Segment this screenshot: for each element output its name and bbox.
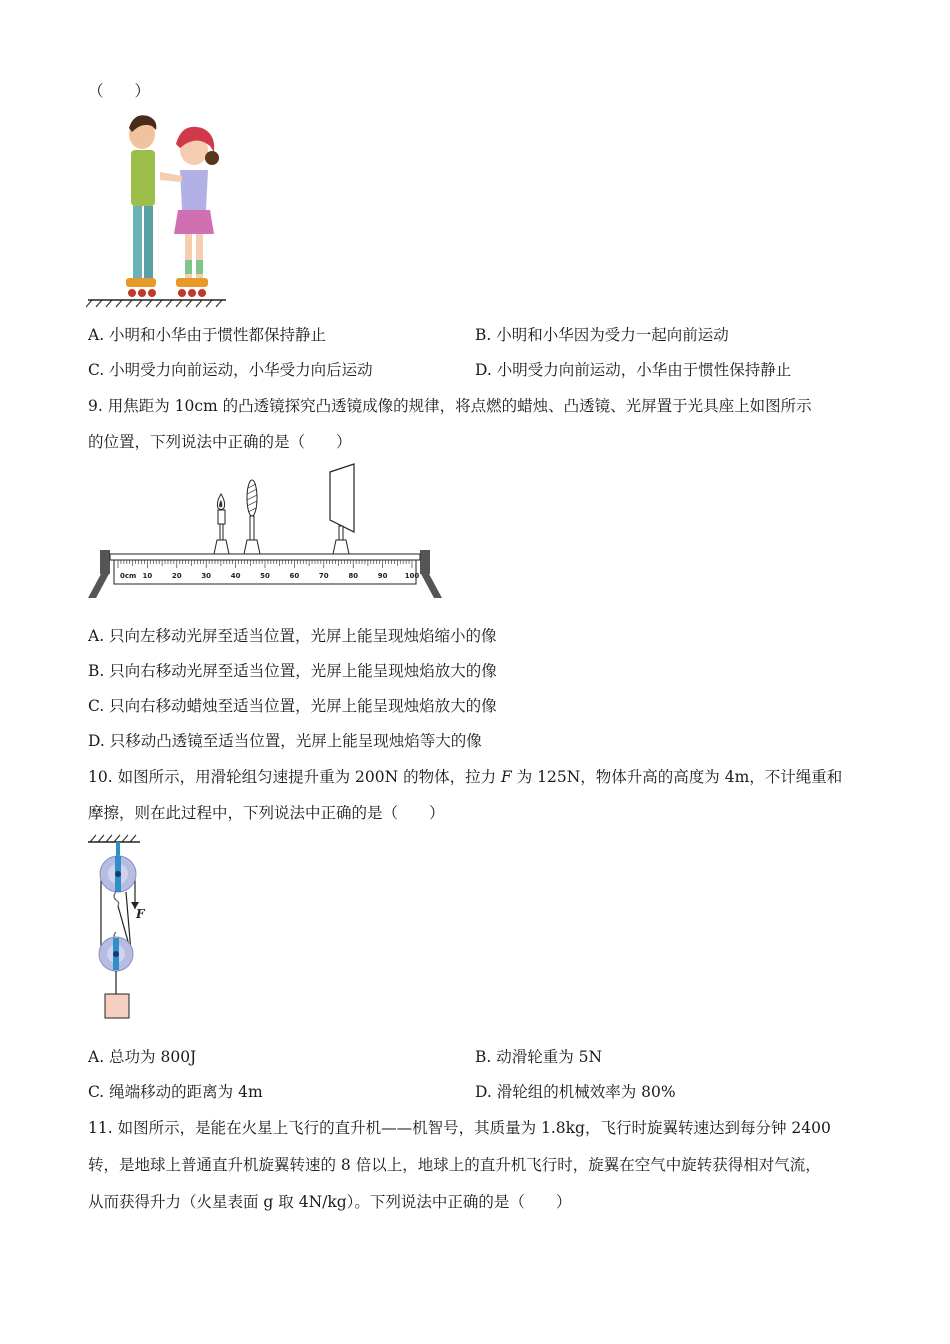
light-screen	[330, 464, 354, 554]
q9-option-a: A. 只向左移动光屏至适当位置，光屏上能呈现烛焰缩小的像	[88, 627, 497, 645]
q9-figure-optical-bench	[86, 462, 448, 602]
q8-option-c: C. 小明受力向前运动，小华受力向后运动	[88, 361, 373, 379]
q10-option-a: A. 总功为 800J	[88, 1048, 197, 1066]
q8-option-a: A. 小明和小华由于惯性都保持静止	[88, 326, 327, 344]
q9-option-b: B. 只向右移动光屏至适当位置，光屏上能呈现烛焰放大的像	[88, 662, 497, 680]
ruler-label: 80	[348, 572, 359, 580]
q8-figure-skaters	[86, 110, 236, 310]
q10-option-d: D. 滑轮组的机械效率为 80%	[475, 1083, 676, 1101]
boy-figure	[126, 115, 156, 297]
load-block	[105, 994, 129, 1018]
ruler-label: 90	[377, 572, 388, 580]
q11-stem-line2: 转，是地球上普通直升机旋翼转速的 8 倍以上，地球上的直升机飞行时，旋翼在空气中旋转获得相对气流，	[88, 1156, 821, 1174]
q9-option-c: C. 只向右移动蜡烛至适当位置，光屏上能呈现烛焰放大的像	[88, 697, 497, 715]
q9-stem-line1: 9. 用焦距为 10cm 的凸透镜探究凸透镜成像的规律，将点燃的蜡烛、凸透镜、光屏置于光具座上如图所示	[88, 397, 812, 415]
q11-stem-line3: 从而获得升力（火星表面 g 取 4N/kg）。下列说法中正确的是（ ）	[88, 1193, 572, 1211]
convex-lens	[244, 480, 260, 554]
ruler-label: 70	[318, 572, 329, 580]
q10-stem-pre: 10. 如图所示，用滑轮组匀速提升重为 200N 的物体，拉力	[88, 768, 502, 786]
ruler-label: 40	[230, 572, 241, 580]
q10-stem-post: 为 125N，物体升高的高度为 4m，不计绳重和	[511, 768, 843, 786]
q10-force-var: F	[501, 768, 512, 786]
q9-option-d: D. 只移动凸透镜至适当位置，光屏上能呈现烛焰等大的像	[88, 732, 482, 750]
q10-option-b: B. 动滑轮重为 5N	[475, 1048, 603, 1066]
q10-option-c: C. 绳端移动的距离为 4m	[88, 1083, 263, 1101]
q8-stem-tail: （ ）	[88, 82, 151, 100]
q8-option-d: D. 小明受力向前运动，小华由于惯性保持静止	[475, 361, 792, 379]
force-label: F	[136, 907, 145, 921]
ruler-label: 20	[171, 572, 182, 580]
candle	[214, 494, 229, 554]
ruler-label: 100	[404, 572, 420, 580]
ruler-label: 10	[142, 572, 153, 580]
ruler-label: 0cm	[120, 572, 137, 580]
q10-stem-line2: 摩擦，则在此过程中，下列说法中正确的是（ ）	[88, 804, 445, 822]
q9-stem-line2: 的位置，下列说法中正确的是（ ）	[88, 433, 352, 451]
ruler-label: 30	[201, 572, 212, 580]
ruler-label: 60	[289, 572, 300, 580]
q11-stem-line1: 11. 如图所示，是能在火星上飞行的直升机——机智号，其质量为 1.8kg，飞行时旋翼转速达到每分钟 2400	[88, 1119, 831, 1137]
q10-stem-line1	[88, 766, 842, 788]
girl-figure	[160, 127, 219, 297]
ruler-label: 50	[260, 572, 270, 580]
q10-figure-pulley-system	[86, 834, 166, 1026]
q8-option-b: B. 小明和小华因为受力一起向前运动	[475, 326, 729, 344]
